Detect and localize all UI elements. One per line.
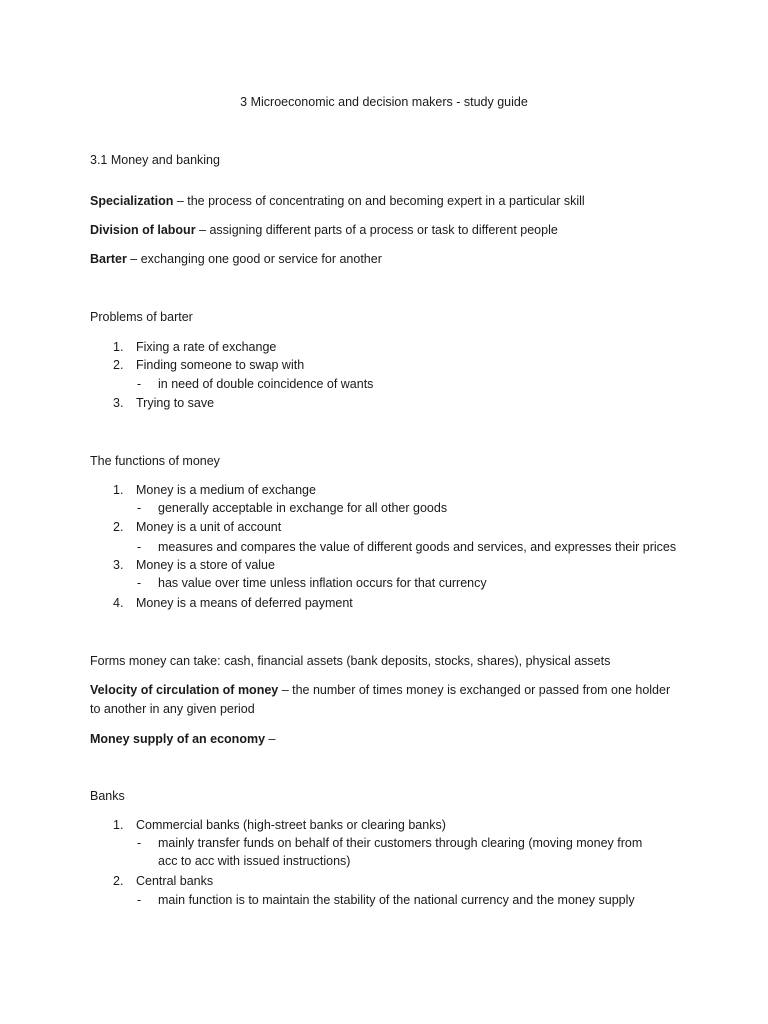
banks-heading: Banks: [90, 789, 125, 803]
functions-heading: The functions of money: [90, 454, 220, 468]
list-dash: -: [137, 836, 142, 850]
list-number: 3.: [113, 558, 124, 572]
definition-text: – assigning different parts of a process or task to different people: [195, 223, 558, 237]
list-subitem: generally acceptable in exchange for all other goods: [158, 501, 448, 515]
definition-term: Money supply of an economy: [90, 732, 266, 746]
definition-money-supply: [90, 730, 275, 748]
list-subitem: measures and compares the value of different goods and services, and expresses their prices: [158, 540, 677, 554]
definition-barter: [90, 250, 382, 268]
list-item: Fixing a rate of exchange: [136, 340, 277, 354]
definition-division-of-labour: [90, 221, 558, 239]
list-item: Trying to save: [136, 396, 215, 410]
list-item: Finding someone to swap with: [136, 358, 305, 372]
definition-specialization: [90, 192, 585, 210]
definition-text: – exchanging one good or service for another: [126, 252, 382, 266]
list-dash: -: [137, 540, 142, 554]
section-heading: 3.1 Money and banking: [90, 153, 220, 167]
forms-line: Forms money can take: cash, financial assets (bank deposits, stocks, shares), physical assets: [90, 654, 611, 668]
list-subitem: main function is to maintain the stability of the national currency and the money supply: [158, 893, 635, 907]
definition-term: Velocity of circulation of money: [90, 683, 279, 697]
list-number: 3.: [113, 396, 124, 410]
list-dash: -: [137, 576, 142, 590]
list-number: 2.: [113, 874, 124, 888]
list-number: 1.: [113, 818, 124, 832]
document-title: 3 Microeconomic and decision makers - study guide: [240, 95, 528, 109]
list-item: Money is a medium of exchange: [136, 483, 316, 497]
list-subitem: has value over time unless inflation occurs for that currency: [158, 576, 487, 590]
list-item: Commercial banks (high-street banks or clearing banks): [136, 818, 446, 832]
definition-velocity: [90, 681, 670, 699]
definition-term: Barter: [90, 252, 127, 266]
definition-term: Specialization: [90, 194, 174, 208]
list-number: 2.: [113, 520, 124, 534]
list-number: 4.: [113, 596, 124, 610]
definition-text: – the process of concentrating on and becoming expert in a particular skill: [173, 194, 585, 208]
list-dash: -: [137, 377, 142, 391]
definition-text: –: [265, 732, 276, 746]
list-dash: -: [137, 501, 142, 515]
list-item: Money is a means of deferred payment: [136, 596, 353, 610]
problems-heading: Problems of barter: [90, 310, 193, 324]
list-number: 1.: [113, 483, 124, 497]
list-subitem-continued: acc to acc with issued instructions): [158, 854, 351, 868]
list-subitem: mainly transfer funds on behalf of their customers through clearing (moving money from: [158, 836, 643, 850]
list-subitem: in need of double coincidence of wants: [158, 377, 374, 391]
definition-term: Division of labour: [90, 223, 196, 237]
list-dash: -: [137, 893, 142, 907]
list-item: Central banks: [136, 874, 214, 888]
list-item: Money is a store of value: [136, 558, 275, 572]
list-number: 1.: [113, 340, 124, 354]
definition-text: – the number of times money is exchanged or passed from one holder: [278, 683, 671, 697]
definition-velocity-continued: to another in any given period: [90, 702, 255, 716]
list-item: Money is a unit of account: [136, 520, 282, 534]
list-number: 2.: [113, 358, 124, 372]
